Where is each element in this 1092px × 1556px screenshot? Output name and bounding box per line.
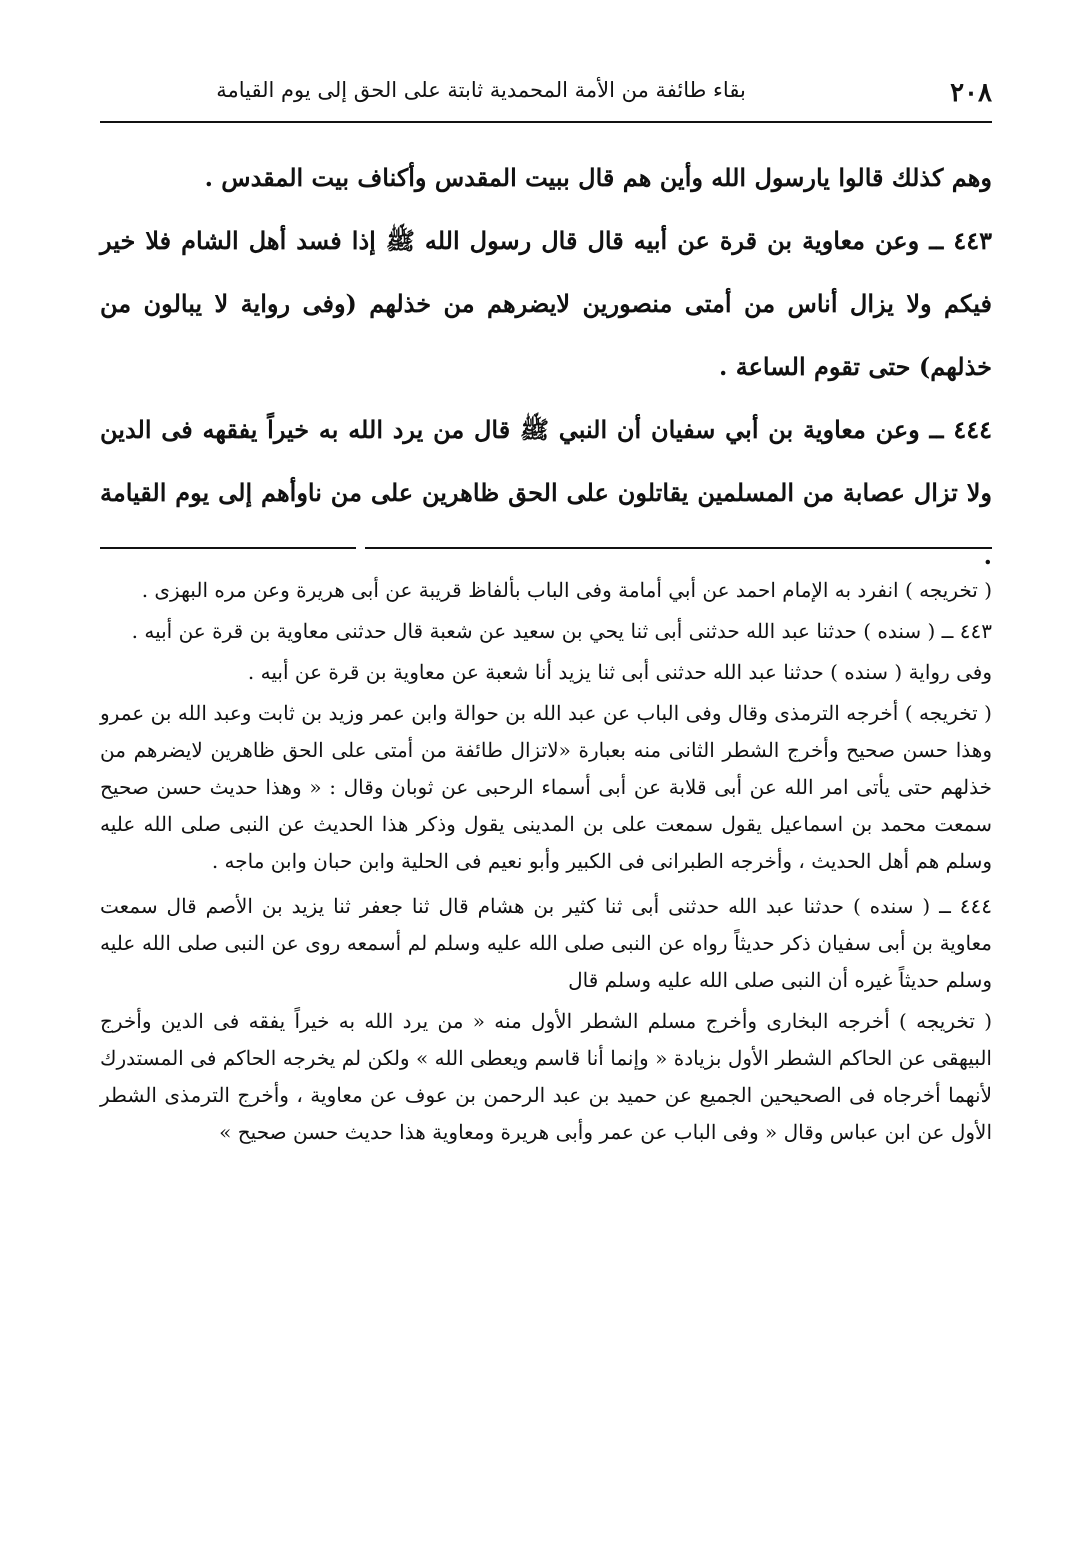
page-header [100,72,992,116]
hadith-444: ٤٤٤ ــ وعن معاوية بن أبي سفيان أن النبي ﷺ قال من يرد الله به خيراً يفقهه فى الدين ولا تزال عصابة من المسلمين يقاتلون على الحق ظاهرين على من ناوأهم إلى يوم القيامة . [100,415,993,570]
footnotes [100,572,992,1159]
divider-segment-left [100,547,356,549]
footnote-divider [100,547,992,553]
main-paragraph-continuation: وهم كذلك قالوا يارسول الله وأين هم قال ببيت المقدس وأكناف بيت المقدس . [204,163,992,192]
note-sanad-444: ٤٤٤ ــ ( سنده ) حدثنا عبد الله حدثنى أبى ثنا كثير بن هشام قال ثنا جعفر ثنا يزيد بن الأصم قال سمعت معاوية بن أبى سفيان ذكر حديثاً رواه عن النبى صلى الله عليه وسلم لم أسمعه روى عن النبى صلى الله عليه وسلم حديثاً غيره أن النبى صلى الله عليه وسلم قال [100,894,993,992]
note-sanad-443-variant: وفى رواية ( سنده ) حدثنا عبد الله حدثنى أبى ثنا يزيد أنا شعبة عن معاوية بن قرة عن أبيه . [247,660,992,684]
hadith-443: ٤٤٣ ــ وعن معاوية بن قرة عن أبيه قال قال رسول الله ﷺ إذا فسد أهل الشام فلا خير فيكم ولا يزال أناس من أمتى منصورين لايضرهم من خذلهم (وفى رواية لا يبالون من خذلهم) حتى تقوم الساعة . [100,226,993,381]
note-sanad-443: ٤٤٣ ــ ( سنده ) حدثنا عبد الله حدثنى أبى ثنا يحي بن سعيد عن شعبة قال حدثنى معاوية بن قرة عن أبيه . [131,619,992,643]
main-text [100,146,992,587]
note-takhrij-444: ( تخريجه ) أخرجه البخارى وأخرج مسلم الشطر الأول منه « من يرد الله به خيراً يفقه فى الدين وأخرج البيهقى عن الحاكم الشطر الأول بزيادة « وإنما أنا قاسم ويعطى الله » ولكن لم يخرجه الحاكم فى المستدرك لأنهما أخرجاه فى الصحيحين الجميع عن حميد بن عبد الرحمن بن عوف عن معاوية ، وأخرج الترمذى الشطر الأول عن ابن عباس وقال « وفى الباب عن عمر وأبى هريرة ومعاوية هذا حديث حسن صحيح » [100,1009,992,1144]
header-rule [100,121,992,123]
running-title: بقاء طائفة من الأمة المحمدية ثابتة على الحق إلى يوم القيامة [216,78,746,102]
divider-segment-right [365,547,992,549]
note-takhrij-443: ( تخريجه ) أخرجه الترمذى وقال وفى الباب عن عبد الله بن حوالة وابن عمر وزيد بن ثابت وعبد الله بن عمرو وهذا حسن صحيح وأخرج الشطر الثانى منه بعبارة «لاتزال طائفة من أمتى على الحق ظاهرين لايضرهم من خذلهم حتى يأتى امر الله عن أبى قلابة عن أبى أسماء الرحبى عن ثوبان وقال : « وهذا حديث حسن صحيح سمعت محمد بن اسماعيل يقول سمعت على بن المدينى يقول وذكر هذا الحديث عن النبى صلى الله عليه وسلم هم أهل الحديث ، وأخرجه الطبرانى فى الكبير وأبو نعيم فى الحلية وابن حبان وابن ماجه . [100,701,992,873]
page-number: ٢٠٨ [950,78,992,108]
note-takhrij-previous: ( تخريجه ) انفرد به الإمام احمد عن أبي أمامة وفى الباب بألفاظ قريبة عن أبى هريرة وعن مره البهزى . [141,578,992,602]
